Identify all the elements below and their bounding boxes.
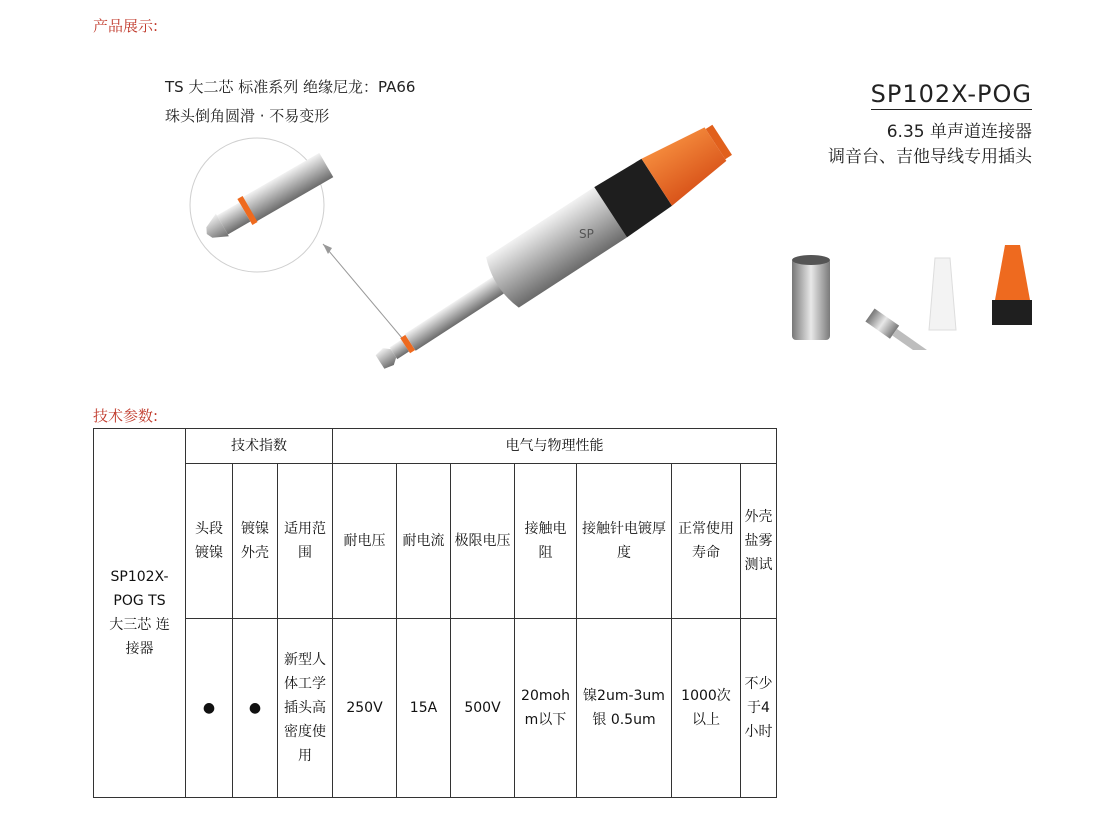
- value-head-plating: ●: [186, 619, 233, 798]
- product-subtitle-1: 6.35 单声道连接器: [886, 122, 1032, 142]
- connector-illustration: [364, 120, 739, 387]
- feature-line-1: TS 大二芯 标准系列 绝缘尼龙：PA66: [165, 78, 416, 96]
- header-withstand-voltage: 耐电压: [333, 464, 397, 619]
- header-max-voltage: 极限电压: [451, 464, 515, 619]
- part-white-insulator: [929, 258, 956, 330]
- product-model: SP102X-POG: [870, 80, 1032, 108]
- value-application: 新型人体工学插头高密度使用: [278, 619, 333, 798]
- header-plating-thickness: 接触针电镀厚度: [577, 464, 672, 619]
- header-application: 适用范围: [278, 464, 333, 619]
- product-image: [180, 120, 780, 390]
- feature-line-2: 珠头倒角圆滑 · 不易变形: [165, 107, 330, 125]
- header-lifespan: 正常使用寿命: [672, 464, 741, 619]
- group-header-electrical: 电气与物理性能: [333, 429, 777, 464]
- part-orange-boot: [992, 245, 1032, 325]
- value-plating-thickness: 镍2um-3um 银 0.5um: [577, 619, 672, 798]
- header-contact-resistance: 接触电阻: [515, 464, 577, 619]
- model-cell: SP102X-POG TS 大三芯 连接器: [94, 429, 186, 798]
- pointer-line: [323, 244, 402, 338]
- part-shell: [792, 255, 830, 340]
- value-max-voltage: 500V: [451, 619, 515, 798]
- header-current: 耐电流: [397, 464, 451, 619]
- logo-mark: SP: [579, 227, 594, 241]
- product-subtitle-2: 调音台、吉他导线专用插头: [828, 147, 1032, 167]
- group-header-tech: 技术指数: [186, 429, 333, 464]
- section-title-display: 产品展示:: [93, 17, 159, 35]
- value-current: 15A: [397, 619, 451, 798]
- parts-image: [780, 230, 1080, 350]
- value-lifespan: 1000次以上: [672, 619, 741, 798]
- value-contact-resistance: 20mohm以下: [515, 619, 577, 798]
- value-shell-plating: ●: [233, 619, 278, 798]
- spec-table: [93, 428, 777, 798]
- section-title-params: 技术参数:: [93, 407, 159, 425]
- value-salt-spray: 不少于4小时: [741, 619, 777, 798]
- value-withstand-voltage: 250V: [333, 619, 397, 798]
- header-salt-spray: 外壳盐雾测试: [741, 464, 777, 619]
- header-head-plating: 头段镀镍: [186, 464, 233, 619]
- detail-zoom-circle: [190, 138, 334, 272]
- header-shell-plating: 镀镍外壳: [233, 464, 278, 619]
